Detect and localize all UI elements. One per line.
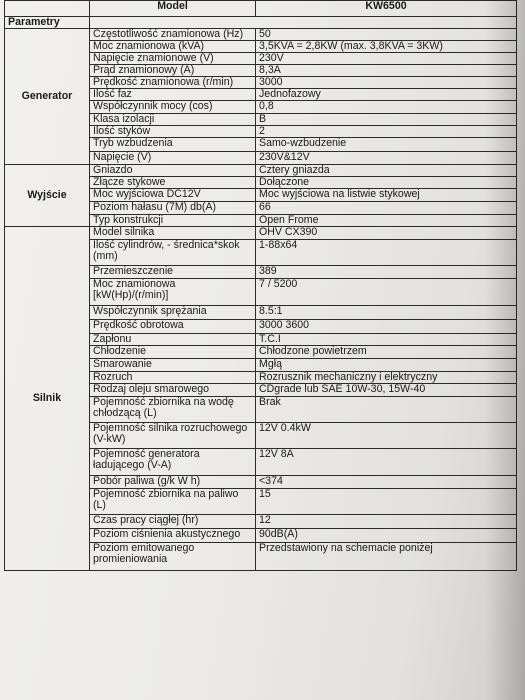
param-name: Współczynnik mocy (cos)	[90, 101, 256, 114]
header-blank	[5, 1, 90, 17]
param-name: Przemieszczenie	[90, 266, 256, 279]
param-value: Cztery gniazda	[256, 165, 517, 177]
spec-row	[5, 227, 517, 240]
param-name: Moc znamionowa [kW(Hp)/(r/min)]	[90, 279, 256, 306]
param-value: 66	[256, 202, 517, 215]
param-value: OHV CX390	[256, 227, 517, 240]
param-value: 12V 0.4kW	[256, 423, 517, 449]
param-value: Mgłą	[256, 359, 517, 372]
param-name: Moc znamionowa (kVA)	[90, 41, 256, 53]
section-label: Silnik	[5, 227, 90, 571]
section-label: Generator	[5, 29, 90, 165]
param-name: Pobór paliwa (g/k W h)	[90, 476, 256, 489]
param-value: 0,8	[256, 101, 517, 114]
param-name: Częstotliwość znamionowa (Hz)	[90, 29, 256, 41]
param-name: Gniazdo	[90, 165, 256, 177]
param-value: Open Frome	[256, 215, 517, 227]
param-name: Napięcie znamionowe (V)	[90, 53, 256, 65]
param-name: Prędkość znamionowa (r/min)	[90, 77, 256, 89]
param-name: Zapłonu	[90, 334, 256, 346]
param-name: Rozruch	[90, 372, 256, 384]
param-name: Pojemność zbiornika na wodę chłodzącą (L)	[90, 397, 256, 423]
param-name: Czas pracy ciągłej (hr)	[90, 515, 256, 529]
param-name: Napięcie (V)	[90, 152, 256, 165]
param-name: Poziom hałasu (7M) db(A)	[90, 202, 256, 215]
param-value: Jednofazowy	[256, 89, 517, 101]
param-value: 90dB(A)	[256, 529, 517, 543]
param-value: Rozrusznik mechaniczny i elektryczny	[256, 372, 517, 384]
param-value: Brak	[256, 397, 517, 423]
param-name: Smarowanie	[90, 359, 256, 372]
param-name: Współczynnik sprężania	[90, 306, 256, 320]
param-value: B	[256, 114, 517, 126]
param-name: Pojemność zbiornika na paliwo (L)	[90, 489, 256, 515]
param-value: CDgrade lub SAE 10W-30, 15W-40	[256, 384, 517, 397]
param-value: 3000 3600	[256, 320, 517, 334]
param-name: Rodzaj oleju smarowego	[90, 384, 256, 397]
param-name: Prędkość obrotowa	[90, 320, 256, 334]
param-value: 389	[256, 266, 517, 279]
param-value: Dołączone	[256, 177, 517, 189]
section-label: Wyjście	[5, 165, 90, 227]
param-name: Moc wyjściowa DC12V	[90, 189, 256, 202]
param-name: Tryb wzbudzenia	[90, 138, 256, 152]
param-value: Moc wyjściowa na listwie stykowej	[256, 189, 517, 202]
param-value: Przedstawiony na schemacie poniżej	[256, 543, 517, 571]
param-label: Parametry	[5, 17, 90, 29]
param-name: Chłodzenie	[90, 346, 256, 359]
param-name: Klasa izolacji	[90, 114, 256, 126]
param-value: 12V 8A	[256, 449, 517, 476]
param-value: 1-88x64	[256, 240, 517, 266]
param-value: <374	[256, 476, 517, 489]
param-value: 230V	[256, 53, 517, 65]
param-name: Pojemność silnika rozruchowego (V-kW)	[90, 423, 256, 449]
model-label: Model	[90, 1, 256, 17]
spec-row	[5, 165, 517, 177]
param-value: 15	[256, 489, 517, 515]
param-name: Prąd znamionowy (A)	[90, 65, 256, 77]
param-value: 8,3A	[256, 65, 517, 77]
param-value: 7 / 5200	[256, 279, 517, 306]
param-name: Poziom emitowanego promieniowania	[90, 543, 256, 571]
header-row	[5, 1, 517, 17]
param-value: 2	[256, 126, 517, 138]
param-name: Model silnika	[90, 227, 256, 240]
param-name: Ilość cylindrów, - średnica*skok (mm)	[90, 240, 256, 266]
param-name: Ilość styków	[90, 126, 256, 138]
param-name: Poziom ciśnienia akustycznego	[90, 529, 256, 543]
param-value: 230V&12V	[256, 152, 517, 165]
param-header-row	[5, 17, 517, 29]
param-value: 50	[256, 29, 517, 41]
param-value: Samo-wzbudzenie	[256, 138, 517, 152]
param-value: 12	[256, 515, 517, 529]
spec-table	[4, 0, 517, 571]
param-value: 3000	[256, 77, 517, 89]
param-name: Typ konstrukcji	[90, 215, 256, 227]
model-value: KW6500	[256, 1, 517, 17]
param-name: Pojemność generatora ładującego (V-A)	[90, 449, 256, 476]
param-value: 3,5KVA = 2,8KW (max. 3,8KVA = 3KW)	[256, 41, 517, 53]
param-name: Ilość faz	[90, 89, 256, 101]
param-value: 8.5:1	[256, 306, 517, 320]
param-value: T.C.I	[256, 334, 517, 346]
param-name: Złącze stykowe	[90, 177, 256, 189]
param-value: Chłodzone powietrzem	[256, 346, 517, 359]
spec-row	[5, 29, 517, 41]
